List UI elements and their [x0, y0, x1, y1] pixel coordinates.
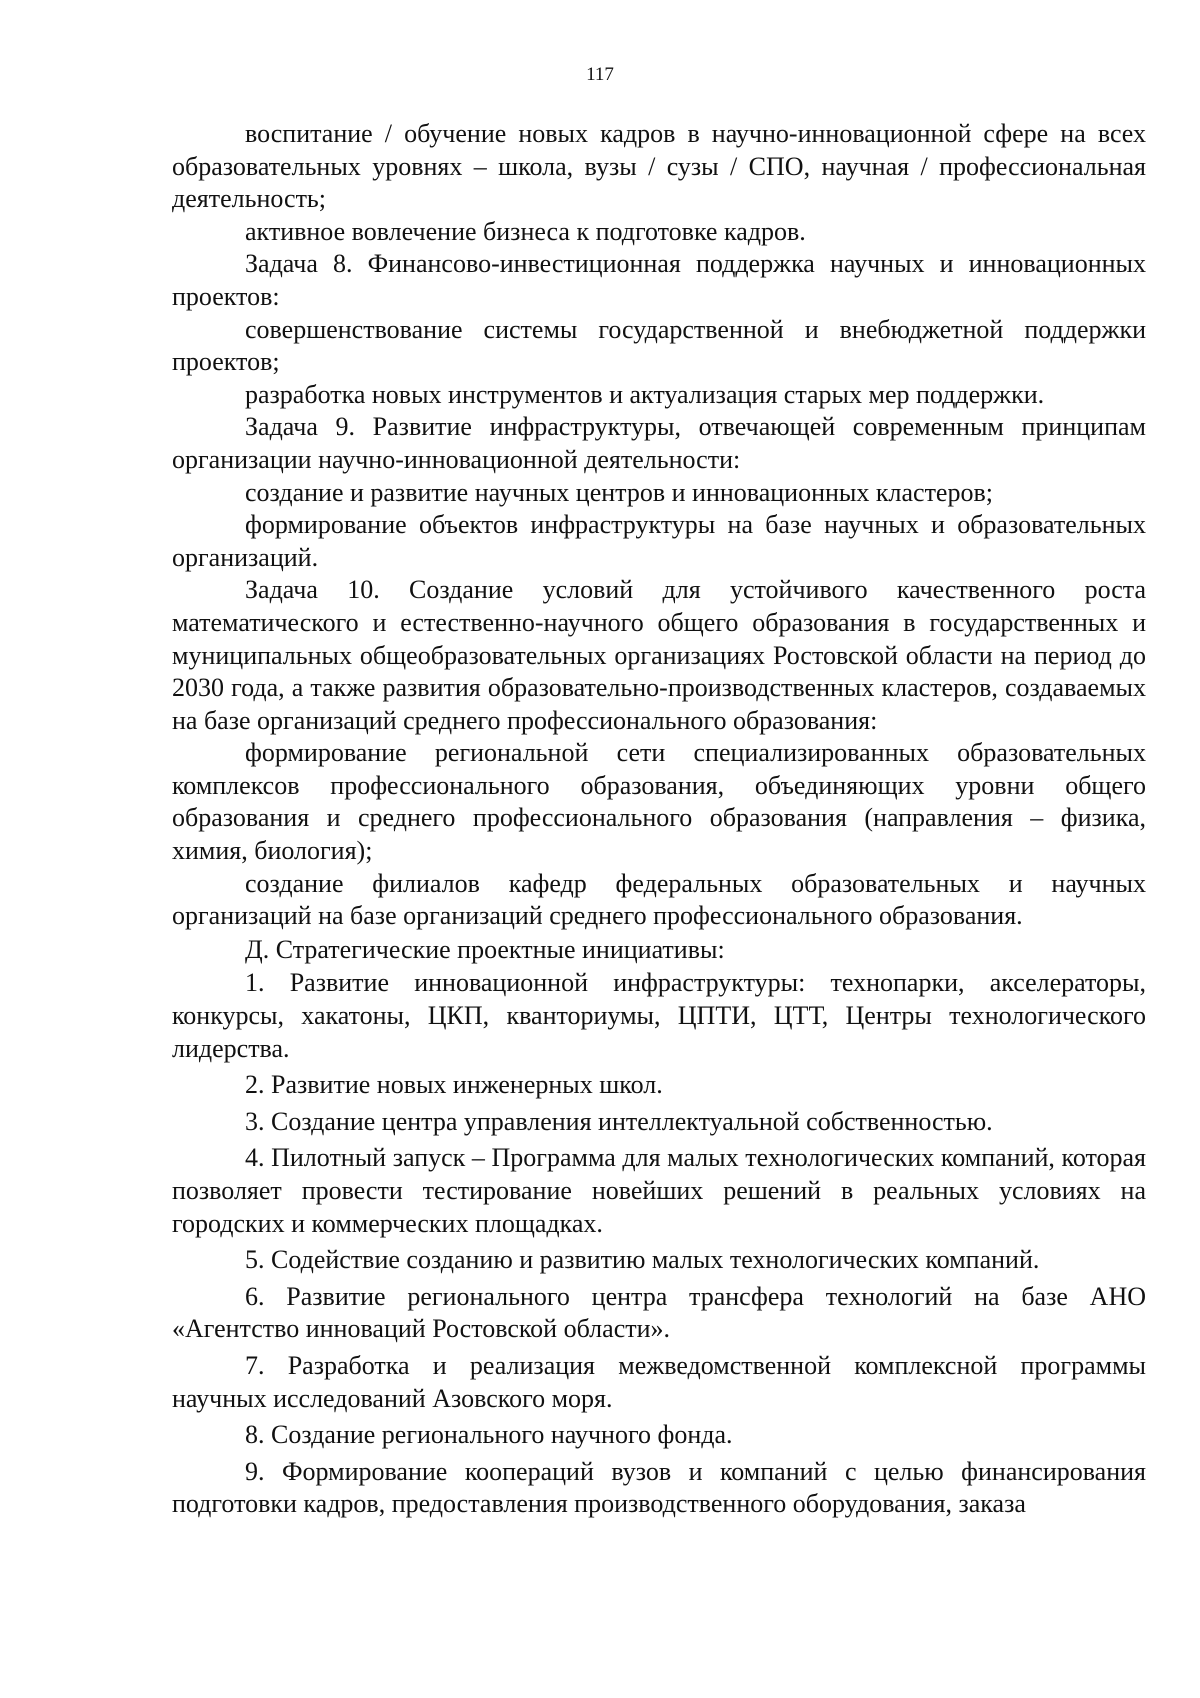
- paragraph: Задача 10. Создание условий для устойчивого качественного роста математического и естественно-научного общего образования в государственных и муниципальных общеобразовательных организациях Ростовской области на период до 2030 года, а также развития образовательно-производственных кластеров, создаваемых на базе организаций среднего профессионального образования:: [172, 575, 1146, 735]
- paragraph: создание и развитие научных центров и инновационных кластеров;: [245, 477, 993, 507]
- document-body: [172, 118, 1146, 1521]
- paragraph: формирование объектов инфраструктуры на базе научных и образовательных организаций.: [172, 510, 1146, 572]
- list-item: 6. Развитие регионального центра трансфера технологий на базе АНО «Агентство инноваций Ростовской области».: [172, 1281, 1146, 1344]
- paragraph: активное вовлечение бизнеса к подготовке кадров.: [245, 216, 806, 246]
- paragraph: Задача 9. Развитие инфраструктуры, отвечающей современным принципам организации научно-инновационной деятельности:: [172, 412, 1146, 474]
- list-item: 9. Формирование коопераций вузов и компаний с целью финансирования подготовки кадров, предоставления производственного оборудования, заказа: [172, 1456, 1146, 1519]
- list-item: 4. Пилотный запуск – Программа для малых технологических компаний, которая позволяет провести тестирование новейших решений в реальных условиях на городских и коммерческих площадках.: [172, 1143, 1146, 1238]
- list-item: 7. Разработка и реализация межведомственной комплексной программы научных исследований Азовского моря.: [172, 1350, 1146, 1413]
- paragraph: совершенствование системы государственной и внебюджетной поддержки проектов;: [172, 314, 1146, 377]
- list-item: 1. Развитие инновационной инфраструктуры: технопарки, акселераторы, конкурсы, хакатоны, ЦКП, кванториумы, ЦПТИ, ЦТТ, Центры технологического лидерства.: [172, 968, 1146, 1063]
- paragraph: разработка новых инструментов и актуализация старых мер поддержки.: [245, 379, 1045, 409]
- paragraph: воспитание / обучение новых кадров в научно-инновационной сфере на всех образовательных уровнях – школа, вузы / сузы / СПО, научная / профессиональная деятельность;: [172, 119, 1146, 214]
- paragraph: создание филиалов кафедр федеральных образовательных и научных организаций на базе организаций среднего профессионального образования.: [172, 868, 1146, 931]
- page-number: 117: [586, 64, 614, 85]
- paragraph: Задача 8. Финансово-инвестиционная поддержка научных и инновационных проектов:: [172, 249, 1146, 311]
- section-heading: Д. Стратегические проектные инициативы:: [245, 934, 725, 964]
- paragraph: формирование региональной сети специализированных образовательных комплексов профессионального образования, объединяющих уровни общего образования и среднего профессионального образования (направления – физика, химия, биология);: [172, 738, 1146, 866]
- list-item: 3. Создание центра управления интеллектуальной собственностью.: [245, 1106, 993, 1136]
- list-item: 2. Развитие новых инженерных школ.: [245, 1070, 663, 1100]
- list-item: 5. Содействие созданию и развитию малых технологических компаний.: [245, 1245, 1040, 1275]
- list-item: 8. Создание регионального научного фонда.: [245, 1420, 733, 1450]
